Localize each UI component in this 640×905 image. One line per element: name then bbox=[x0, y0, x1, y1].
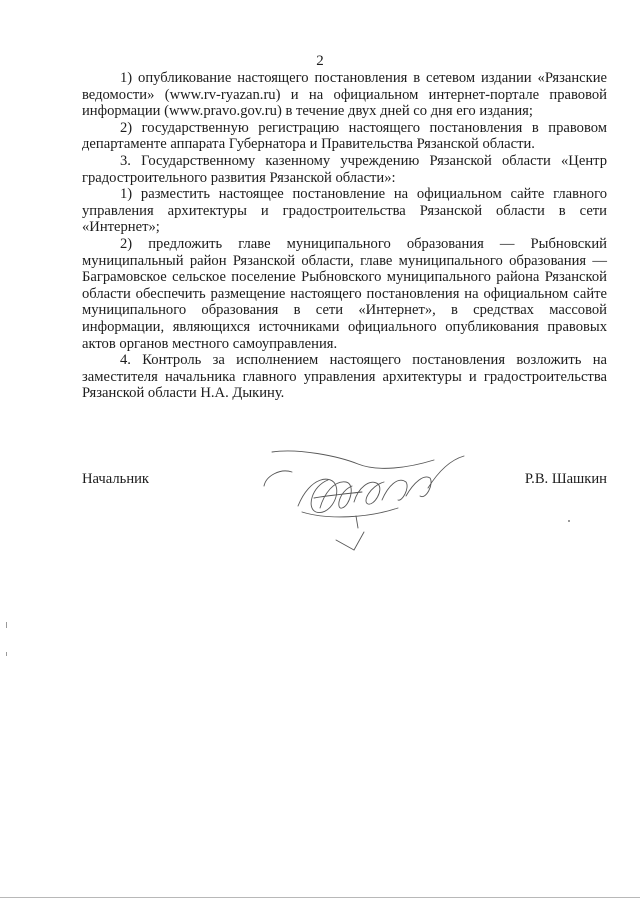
paragraph-item-3: 3. Государственному казенному учреждению Рязанской области «Центр градостроительного развития Рязанской области»: bbox=[82, 152, 607, 186]
scan-speck bbox=[6, 652, 7, 656]
paragraph-registration: 2) государственную регистрацию настоящего постановления в правовом департаменте аппарата Губернатора и Правительства Рязанской области. bbox=[82, 119, 607, 153]
handwritten-signature-icon bbox=[258, 446, 468, 556]
signatory-name: Р.В. Шашкин bbox=[524, 471, 607, 487]
scan-edge-line bbox=[0, 897, 640, 898]
document-body bbox=[82, 70, 607, 402]
paragraph-municipal-proposal: 2) предложить главе муниципального образования — Рыбновский муниципальный район Рязанской области, главе муниципального образования — Баграмовское сельское поселение Рыбновского муниципального района Рязанской области обеспечить размещение настоящего постановления на официальном сайте муниципального образования в сети «Интернет», в средствах массовой информации, являющихся источниками официального опубликования правовых актов органов местного самоуправления. bbox=[82, 235, 607, 352]
signatory-title: Начальник bbox=[82, 471, 150, 487]
paragraph-publication: 1) опубликование настоящего постановления в сетевом издании «Рязанские ведомости» (www.rv-ryazan.ru) и на официальном интернет-портале правовой информации (www.pravo.gov.ru) в течение двух дней со дня его издания; bbox=[82, 70, 607, 120]
paragraph-item-4-control: 4. Контроль за исполнением настоящего постановления возложить на заместителя начальника главного управления архитектуры и градостроительства Рязанской области Н.А. Дыкину. bbox=[82, 352, 607, 402]
scan-speck bbox=[6, 622, 7, 628]
page-number: 2 bbox=[316, 53, 324, 69]
paragraph-post-online: 1) разместить настоящее постановление на официальном сайте главного управления архитектуры и градостроительства Рязанской области в сети «Интернет»; bbox=[82, 186, 607, 236]
scan-speck bbox=[568, 520, 570, 522]
